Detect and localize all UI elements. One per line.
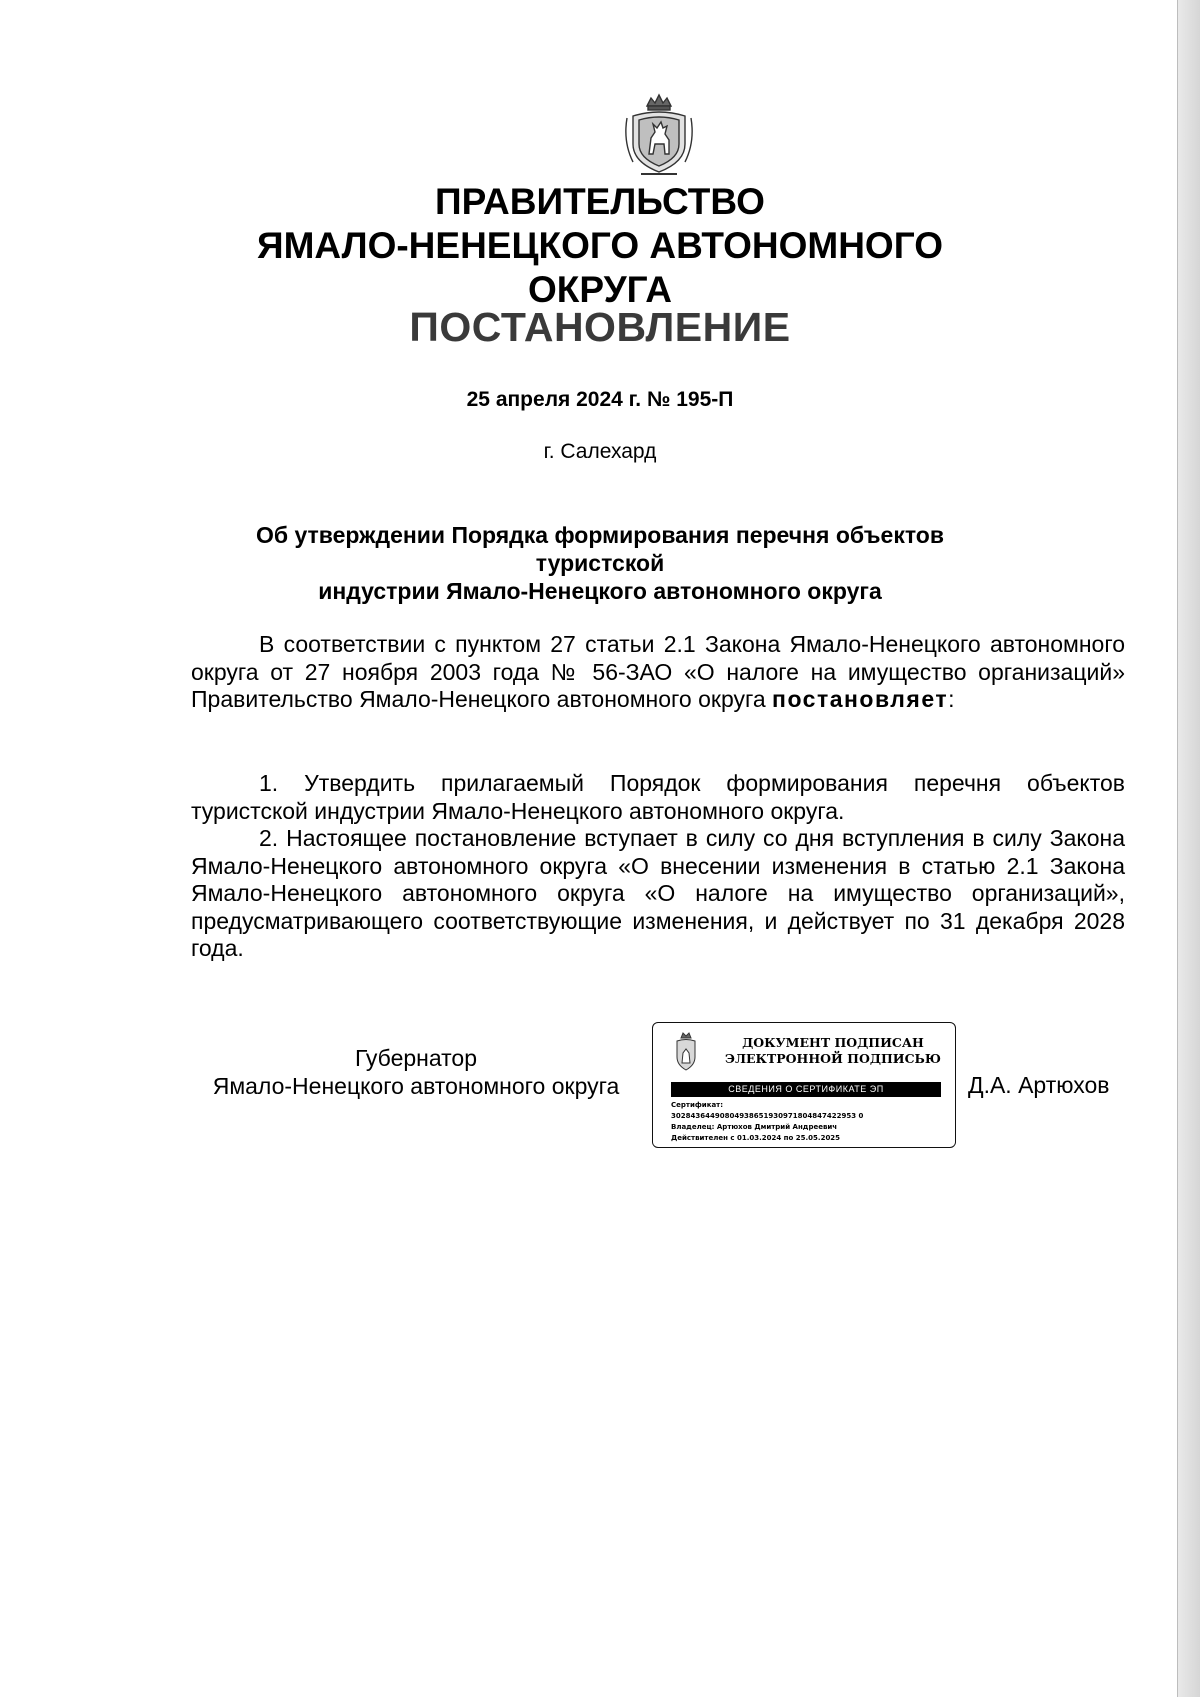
document-subject-line1: Об утверждении Порядка формирования перечня объектов туристской [255, 522, 944, 576]
signatory-name: Д.А. Артюхов [968, 1072, 1110, 1098]
item-2-paragraph: 2. Настоящее постановление вступает в силу со дня вступления в силу Закона Ямало-Ненецкого автономного округа «О внесении изменения в статью 2.1 Закона Ямало-Ненецкого автономного округа «О налоге на имущество организаций», предусматривающего соответствующие изменения, и действует по 31 декабря 2028 года. [191, 825, 1125, 961]
stamp-heading [713, 1035, 953, 1067]
government-title-line2: ЯМАЛО-НЕНЕЦКОГО АВТОНОМНОГО ОКРУГА [257, 225, 943, 310]
intro-resolves-word: постановляет [772, 686, 949, 712]
stamp-heading-line1: ДОКУМЕНТ ПОДПИСАН [742, 1035, 924, 1050]
item-1-paragraph: 1. Утвердить прилагаемый Порядок формирования перечня объектов туристской индустрии Ямало-Ненецкого автономного округа. [191, 770, 1125, 824]
yamal-coat-of-arms-icon [619, 92, 699, 176]
government-title-line1: ПРАВИТЕЛЬСТВО [435, 181, 765, 222]
document-kind: ПОСТАНОВЛЕНИЕ [409, 304, 791, 350]
stamp-certificate-number: 30284364490804938651930971804847422953 0 [671, 1112, 864, 1120]
document-date-number: 25 апреля 2024 г. № 195-П [466, 388, 734, 411]
intro-paragraph [191, 631, 1125, 714]
electronic-signature-stamp [652, 1022, 956, 1148]
yamal-coat-of-arms-small-icon [673, 1031, 699, 1073]
signatory-title-line1: Губернатор [354, 1045, 478, 1071]
intro-colon: : [948, 686, 955, 712]
document-city: г. Салехард [543, 440, 657, 463]
document-subject [230, 521, 970, 605]
intro-text: В соответствии с пунктом 27 статьи 2.1 Закона Ямало-Ненецкого автономного округа от 27 ноября 2003 года № 56-ЗАО «О налоге на имущество организаций» Правительство Ямало-Ненецкого автономного округа [191, 631, 1125, 712]
stamp-certificate-label: Сертификат: [671, 1101, 724, 1109]
stamp-certificate-bar: СВЕДЕНИЯ О СЕРТИФИКАТЕ ЭП [671, 1082, 941, 1097]
government-title [190, 180, 1010, 312]
signatory-title-line2: Ямало-Ненецкого автономного округа [212, 1073, 620, 1099]
stamp-owner: Владелец: Артюхов Дмитрий Андреевич [671, 1123, 838, 1131]
signatory-title [191, 1044, 641, 1100]
page-edge [1177, 0, 1200, 1697]
document-subject-line2: индустрии Ямало-Ненецкого автономного округа [318, 578, 882, 604]
stamp-validity: Действителен с 01.03.2024 по 25.05.2025 [671, 1134, 841, 1142]
stamp-heading-line2: ЭЛЕКТРОННОЙ ПОДПИСЬЮ [725, 1051, 941, 1066]
